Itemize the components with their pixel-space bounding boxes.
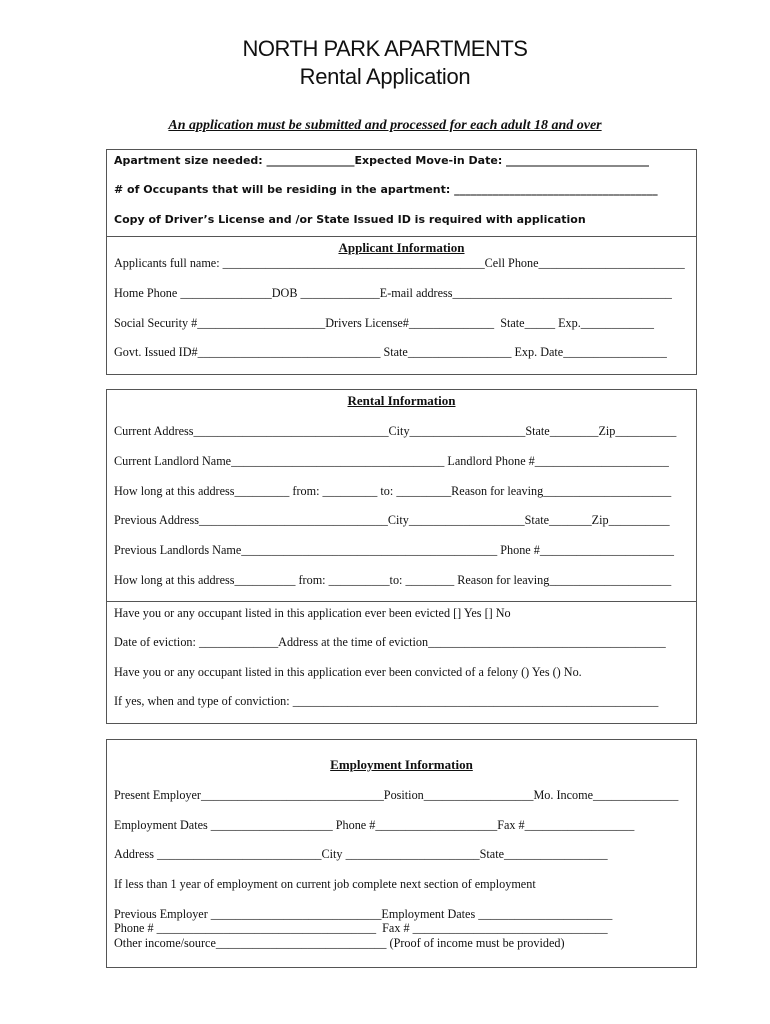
- employer-address-line[interactable]: Address ___________________________City ______________________State_________________: [114, 847, 608, 861]
- occupants-line[interactable]: # of Occupants that will be residing in the apartment: _____________________________________: [114, 183, 658, 196]
- current-landlord-line[interactable]: Current Landlord Name___________________________________ Landlord Phone #______________________: [114, 454, 669, 468]
- ssn-drivers-license-line[interactable]: Social Security #_____________________Drivers License#______________ State_____ Exp.____________: [114, 316, 654, 330]
- application-notice: An application must be submitted and processed for each adult 18 and over: [168, 118, 602, 133]
- employment-information-heading: Employment Information: [330, 757, 473, 772]
- previous-duration-line[interactable]: How long at this address__________ from: __________to: ________ Reason for leaving____________________: [114, 573, 672, 587]
- apartment-request-section: [106, 149, 697, 237]
- previous-employment-note: If less than 1 year of employment on current job complete next section of employment: [114, 877, 536, 891]
- rental-information-section: [106, 389, 697, 724]
- current-duration-line[interactable]: How long at this address_________ from: _________ to: _________Reason for leaving_____________________: [114, 484, 672, 498]
- property-name: NORTH PARK APARTMENTS: [242, 36, 528, 61]
- form-title: Rental Application: [299, 64, 471, 89]
- present-employer-line[interactable]: Present Employer______________________________Position__________________Mo. Income______________: [114, 788, 679, 802]
- id-requirement-note: Copy of Driver’s License and /or State Issued ID is required with application: [114, 213, 586, 226]
- other-income-line[interactable]: Other income/source____________________________ (Proof of income must be provided): [114, 936, 565, 950]
- document-header: [0, 36, 770, 92]
- applicant-information-section: [106, 236, 697, 375]
- eviction-question-line[interactable]: Have you or any occupant listed in this application ever been evicted [] Yes [] No: [114, 606, 511, 620]
- section-divider: [106, 601, 697, 602]
- previous-employer-line[interactable]: Previous Employer ____________________________Employment Dates ______________________: [114, 907, 613, 921]
- applicant-information-heading: Applicant Information: [338, 240, 465, 255]
- apartment-size-move-in-line[interactable]: Apartment size needed: ________________Expected Move-in Date: __________________________: [114, 154, 650, 167]
- home-phone-dob-email-line[interactable]: Home Phone _______________DOB _____________E-mail address____________________________________: [114, 286, 672, 300]
- previous-employer-phone-line[interactable]: Phone # ____________________________________ Fax # ________________________________: [114, 921, 608, 935]
- employment-dates-line[interactable]: Employment Dates ____________________ Phone #____________________Fax #__________________: [114, 818, 635, 832]
- employment-information-section: [106, 739, 697, 968]
- rental-information-heading: Rental Information: [347, 393, 456, 408]
- felony-question-line[interactable]: Have you or any occupant listed in this application ever been convicted of a felony () Yes () No.: [114, 665, 582, 679]
- previous-landlord-line[interactable]: Previous Landlords Name__________________________________________ Phone #______________________: [114, 543, 674, 557]
- current-address-line[interactable]: Current Address________________________________City___________________State________Zip__________: [114, 424, 677, 438]
- previous-address-line[interactable]: Previous Address_______________________________City___________________State_______Zip__________: [114, 513, 670, 527]
- govt-id-line[interactable]: Govt. Issued ID#______________________________ State_________________ Exp. Date_________________: [114, 345, 667, 359]
- eviction-date-line[interactable]: Date of eviction: _____________Address at the time of eviction_______________________________________: [114, 635, 666, 649]
- applicant-name-cell-line[interactable]: Applicants full name: ___________________________________________Cell Phone________________________: [114, 256, 685, 270]
- conviction-details-line[interactable]: If yes, when and type of conviction: ____________________________________________________________: [114, 694, 659, 708]
